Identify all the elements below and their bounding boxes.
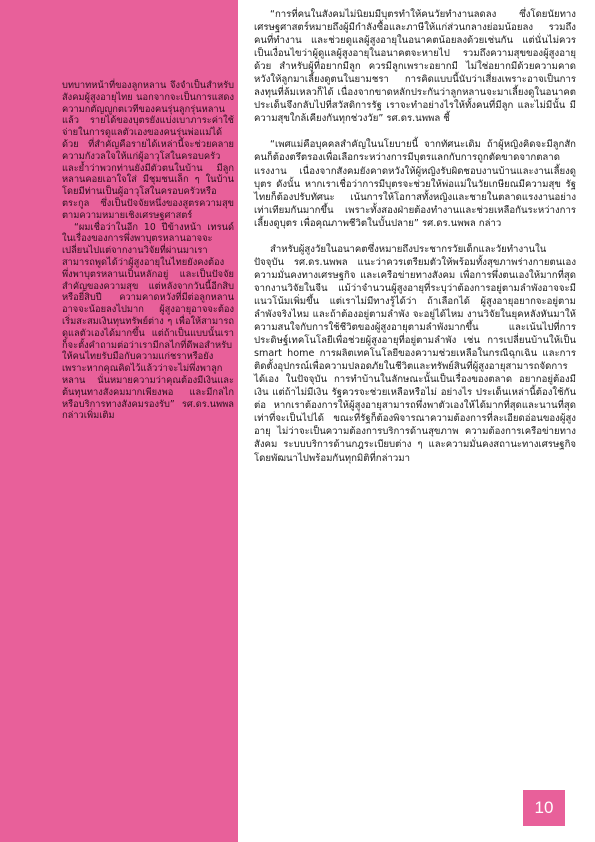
- left-column: [62, 80, 234, 422]
- left-paragraph-2: “ผมเชื่อว่าในอีก 10 ปีข้างหน้า เทรนด์ในเรื่องของการพึ่งพาบุตรหลานอาจจะเปลี่ยนไปแต่จากงานวิจัยที่ผ่านมาเราสามารถพูดได้ว่าผู้สูงอายุในไทยยังคงต้องพึ่งพาบุตรหลานเป็นหลักอยู่ และเป็นปัจจัยสำคัญของความสุข แต่หลังจากวันนี้อีกสิบหรือยี่สิบปี ความคาดหวังที่มีต่อลูกหลานอาจจะน้อยลงไปมาก ผู้สูงอายุอาจจะต้องเริ่มสะสมเงินทุนทรัพย์ต่าง ๆ เพื่อให้สามารถดูแลตัวเองได้มากขึ้น แต่ถ้าเป็นแบบนั้นเราก็จะตั้งคำถามต่อว่าเรามีกลไกที่ดีพอสำหรับให้คนไทยรับมือกับความแก่ชราหรือยัง เพราะหากคุณคิดไว้แล้วว่าจะไม่พึ่งพาลูกหลาน นั่นหมายความว่าคุณต้องมีเงินและต้นทุนทางสังคมมากเพียงพอ และมีกลไกหรือบริการทางสังคมรองรับ” รศ.ดร.นพพล กล่าวเพิ่มเติม: [62, 221, 234, 422]
- page-number: 10: [523, 790, 565, 826]
- left-paragraph-1: บทบาทหน้าที่ของลูกหลาน จึงจำเป็นสำหรับสังคมผู้สูงอายุไทย นอกจากจะเป็นการแสดงความกตัญญูกตเวทีของคนรุ่นลูกรุ่นหลานแล้ว รายได้ของบุตรยังแบ่งเบาภาระค่าใช้จ่ายในการดูแลตัวเองของคนรุ่นพ่อแม่ได้ด้วย ที่สำคัญคือรายได้เหล่านี้จะช่วยคลายความกังวลใจให้แก่ผู้อาวุโสในครอบครัว และย้ำว่าพวกท่านยังมีตัวตนในบ้าน มีลูกหลานคอยเอาใจใส่ มีชุมชนเล็ก ๆ ในบ้าน โดยมีท่านเป็นผู้อาวุโสในครอบครัวหรือตระกูล ซึ่งเป็นปัจจัยหนึ่งของสูตรความสุขตามความหมายเชิงเศรษฐศาสตร์: [62, 80, 234, 221]
- right-column: [254, 8, 576, 478]
- right-paragraph-2: “เพศแม่คือบุคคลสำคัญในนโยบายนี้ จากทัศนะเดิม ถ้าผู้หญิงคิดจะมีลูกสักคนก็ต้องตรึตรองเพื่อเลือกระหว่างการมีบุตรแลกกับการถูกตัดขาดจากตลาดแรงงาน เนื่องจากสังคมยังคาดหวังให้ผู้หญิงรับผิดชอบงานบ้านและงานเลี้ยงดูบุตร ดังนั้น หากเราเชื่อว่าการมีบุตรจะช่วยให้พ่อแม่ในวัยเกษียณมีความสุข รัฐไทยก็ต้องปรับทัศนะ เน้นการให้โอกาสทั้งหญิงและชายในตลาดแรงงานอย่างเท่าเทียมกันมากขึ้น เพราะทั้งสองฝ่ายต้องทำงานและช่วยเหลือกันระหว่างการเลี้ยงดูบุตร เพื่อคุณภาพชีวิตในบั้นปลาย” รศ.ดร.นพพล กล่าว: [254, 139, 576, 229]
- right-paragraph-1: “การที่คนในสังคมไม่นิยมมีบุตรทำให้คนวัยทำงานลดลง ซึ่งโดยนัยทางเศรษฐศาสตร์หมายถึงผู้มีกำลังซื้อและภาษีให้แก่ส่วนกลางย่อมน้อยลง รวมถึงคนที่ทำงาน และช่วยดูแลผู้สูงอายุในอนาคตน้อยลงด้วยเช่นกัน แต่นั่นไม่ควรเป็นเงื่อนไขว่าผู้ดูแลผู้สูงอายุในอนาคตจะหายไป รวมถึงความสุขของผู้สูงอายุด้วย สำหรับผู้ที่อยากมีลูก ควรมีลูกเพราะอยากมี ไม่ใช่อยากมีด้วยความคาดหวังให้ลูกมาเลี้ยงดูตนในยามชรา การคิดแบบนี้นับว่าเสี่ยงเพราะอาจเป็นการลงทุนที่ล้มเหลวก็ได้ เนื่องจากขาดหลักประกันว่าลูกหลานจะมาเลี้ยงดูในอนาคต ประเด็นจึงกลับไปที่สวัสดิการรัฐ เราจะทำอย่างไรให้ทั้งคนที่มีลูก และไม่มีนั้น มีความสุขใกล้เคียงกันทุกช่วงวัย” รศ.ดร.นพพล ชี้: [254, 9, 576, 125]
- right-paragraph-3: สำหรับผู้สูงวัยในอนาคตซึ่งหมายถึงประชากรวัยเด็กและวัยทำงานในปัจจุบัน รศ.ดร.นพพล แนะว่าควรเตรียมตัวให้พร้อมทั้งสุขภาพร่างกายตนเอง ความมั่นคงทางเศรษฐกิจ และเครือข่ายทางสังคม เพื่อการพึ่งตนเองให้มากที่สุด จากงานวิจัยในจีน แม้ว่าจำนวนผู้สูงอายุที่ระบุว่าต้องการอยู่ตามลำพังอาจจะมีแนวโน้มเพิ่มขึ้น แต่เราไม่มีทางรู้ได้ว่า ถ้าเลือกได้ ผู้สูงอายุอยากจะอยู่ตามลำพังจริงไหม และถ้าต้องอยู่ตามลำพัง จะอยู่ได้ไหม งานวิจัยในยุคหลังหันมาให้ความสนใจกับการใช้ชีวิตของผู้สูงอายุตามลำพังมากขึ้น และเน้นไปที่การประดิษฐ์เทคโนโลยีเพื่อช่วยผู้สูงอายุที่อยู่ตามลำพัง เช่น การเปลี่ยนบ้านให้เป็น smart home การผลิตเทคโนโลยีของความช่วยเหลือในกรณีฉุกเฉิน และการติดตั้งอุปกรณ์เพื่อความปลอดภัยในชีวิตและทรัพย์สินที่ผู้สูงอายุสามารถจัดการได้เอง ในปัจจุบัน การทำบ้านในลักษณะนั้นเป็นเรื่องของตลาด อยากอยู่ต้องมีเงิน แต่ถ้าไม่มีเงิน รัฐควรจะช่วยเหลือหรือไม่ อย่างไร ประเด็นเหล่านี้ต้องใช้กันต่อ หากเราต้องการให้ผู้สูงอายุสามารถพึ่งพาตัวเองให้ได้มากที่สุดและนานที่สุดเท่าที่จะเป็นไปได้ ขณะที่รัฐก็ต้องพิจารณาความต้องการที่ละเอียดอ่อนของผู้สูงอายุ ไม่ว่าจะเป็นความต้องการบริการด้านสุขภาพ ความต้องการเครือข่ายทางสังคม ระบบบริการด้านกฎระเบียบต่าง ๆ และความมั่นคงสถานะทางเศรษฐกิจ โดยพัฒนาไปพร้อมกันทุกมิติที่กล่าวมา: [254, 243, 576, 464]
